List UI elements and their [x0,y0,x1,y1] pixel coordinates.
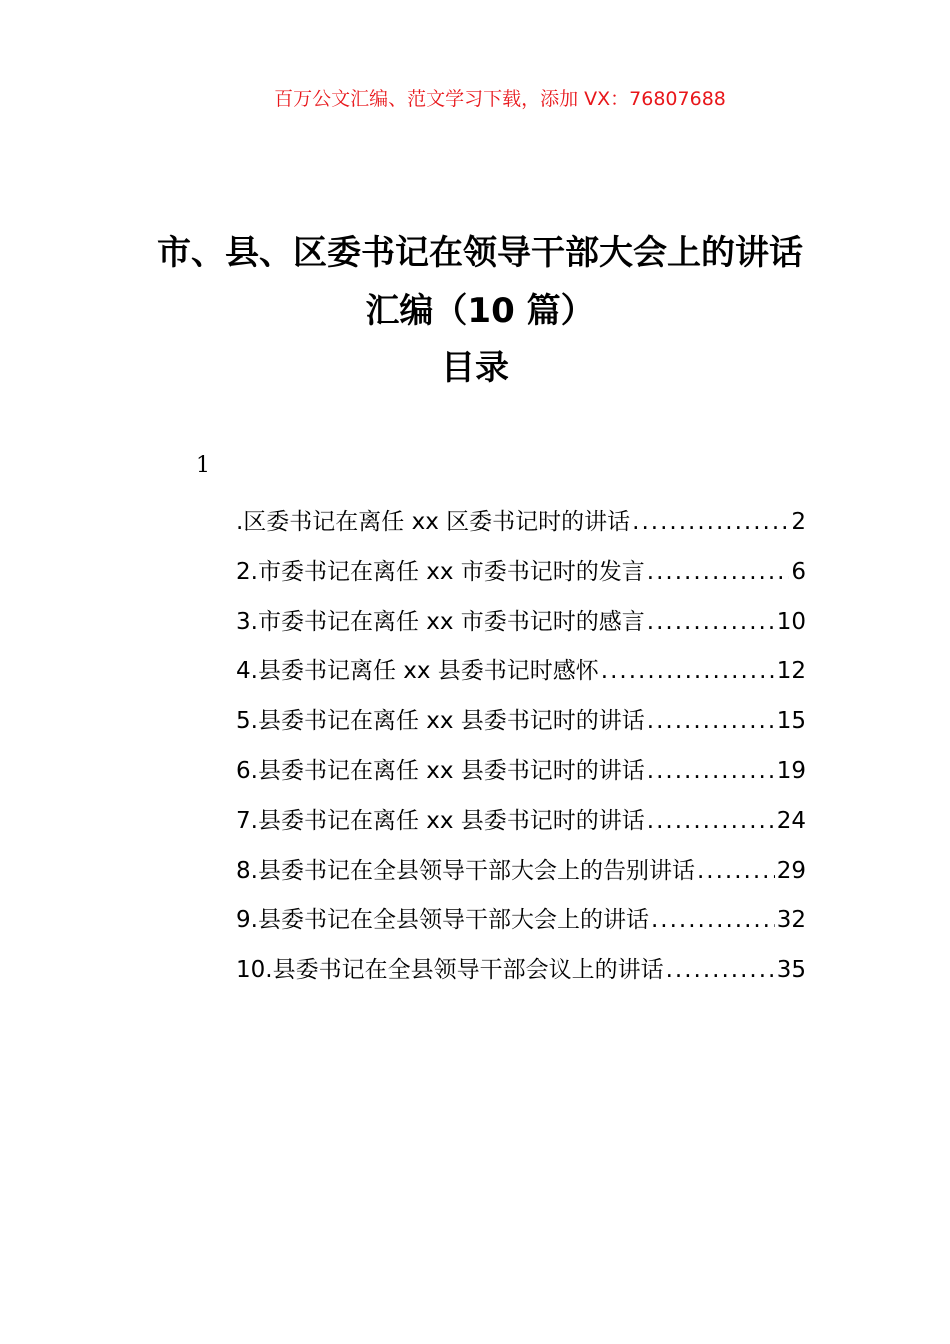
toc-entry-4[interactable] [236,647,806,697]
toc-entry-label: 2.市委书记在离任 xx 市委书记时的发言 [236,558,645,585]
toc-entry-page: 32 [776,907,806,934]
header-note: 百万公文汇编、范文学习下载，添加 VX：76807688 [274,88,726,110]
toc-entry-label: 9.县委书记在全县领导干部大会上的讲话 [236,907,649,934]
toc-heading: 目录 [441,348,509,388]
toc-entry-label: 10.县委书记在全县领导干部会议上的讲话 [236,957,664,984]
toc-entry-10[interactable] [236,946,806,996]
toc-entry-1[interactable] [236,498,806,548]
document-title: 市、县、区委书记在领导干部大会上的讲话汇编（10 篇） [157,233,803,331]
toc-leader-dots [601,647,775,697]
toc-entry-2[interactable] [236,548,806,598]
toc-entry-page: 2 [791,509,806,535]
toc-entry-label: 5.县委书记在离任 xx 县委书记时的讲话 [236,708,645,735]
toc-entry-page: 29 [776,857,806,884]
toc-leader-dots [647,797,775,847]
toc-entry-label: 8.县委书记在全县领导干部大会上的告别讲话 [236,857,695,884]
toc-leader-dots [647,747,775,797]
toc-leader-dots [647,548,790,598]
toc-leader-dots [647,598,775,648]
toc-entry-6[interactable] [236,747,806,797]
toc-entry-page: 6 [791,558,806,585]
toc-entry-page: 10 [776,608,806,635]
toc-entry-label: 7.县委书记在离任 xx 县委书记时的讲话 [236,807,645,834]
toc-leader-dots [697,847,775,897]
toc-entry-7[interactable] [236,797,806,847]
toc-entry-9[interactable] [236,896,806,946]
toc-entry-5[interactable] [236,697,806,747]
toc-leader-dots [666,946,775,996]
toc-entry-label: 4.县委书记离任 xx 县委书记时感怀 [236,658,599,685]
toc-entry-8[interactable] [236,847,806,897]
toc-entry-page: 15 [776,708,806,735]
toc-entry-page: 19 [776,757,806,784]
toc-entry-label: .区委书记在离任 xx 区委书记时的讲话 [236,509,631,535]
toc-entry-page: 35 [776,957,806,984]
toc-entry-3[interactable] [236,598,806,648]
table-of-contents [236,498,806,996]
toc-list-marker: 1 [196,453,210,478]
toc-leader-dots [632,498,789,548]
toc-entry-page: 12 [776,658,806,685]
toc-leader-dots [651,896,775,946]
toc-entry-page: 24 [776,807,806,834]
toc-entry-label: 3.市委书记在离任 xx 市委书记时的感言 [236,608,645,635]
toc-leader-dots [647,697,775,747]
toc-entry-label: 6.县委书记在离任 xx 县委书记时的讲话 [236,757,645,784]
